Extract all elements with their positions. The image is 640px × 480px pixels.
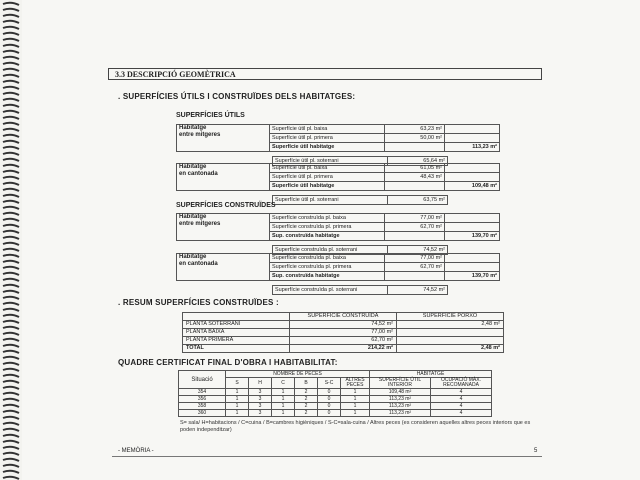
area-value: 50,00 m² xyxy=(385,134,445,143)
resum-cell: 62,70 m² xyxy=(290,337,397,345)
area-value xyxy=(385,272,445,281)
resum-cell: PLANTA PRIMERA xyxy=(183,337,290,345)
spiral-ring xyxy=(3,297,19,299)
situacio-header: Situació xyxy=(179,371,226,389)
dwelling-label xyxy=(177,214,270,241)
area-name: Sup. construïda habitatge xyxy=(270,272,385,281)
resum-header-2: SUPERFÍCIE PORXO xyxy=(397,313,504,321)
area-total xyxy=(445,223,500,232)
spiral-ring xyxy=(3,339,19,341)
spiral-binding xyxy=(0,0,22,480)
certificat-cell: 113,23 m² xyxy=(370,410,431,417)
certificat-cell: 1 xyxy=(226,403,249,410)
table-row xyxy=(179,396,492,403)
col-header: ALTRES PECES xyxy=(341,378,370,389)
col-header: H xyxy=(249,378,272,389)
dwelling-position: entre mitgeres xyxy=(179,132,221,138)
certificat-cell: 358 xyxy=(179,403,226,410)
table-row xyxy=(273,286,503,295)
certificat-cell: 354 xyxy=(179,389,226,396)
spiral-ring xyxy=(3,129,19,131)
certificat-cell: 3 xyxy=(249,410,272,417)
area-total: 139,70 m² xyxy=(445,232,500,241)
spiral-ring xyxy=(3,93,19,95)
construides-title: SUPERFÍCIES CONSTRUÏDES xyxy=(176,202,276,209)
resum-cell: PLANTA SOTERRANI xyxy=(183,321,290,329)
dwelling-position: en cantonada xyxy=(179,261,218,267)
spiral-ring xyxy=(3,243,19,245)
table-row xyxy=(179,403,492,410)
area-total xyxy=(445,173,500,182)
certificat-cell: 1 xyxy=(341,396,370,403)
table-row xyxy=(177,214,500,223)
table-row xyxy=(183,329,504,337)
spiral-ring xyxy=(3,471,19,473)
spiral-ring xyxy=(3,237,19,239)
certificat-cell: 113,23 m² xyxy=(370,396,431,403)
spiral-ring xyxy=(3,171,19,173)
area-value xyxy=(385,143,445,152)
col-header: B xyxy=(295,378,318,389)
certificat-cell: 4 xyxy=(431,403,492,410)
certificat-cell: 4 xyxy=(431,410,492,417)
certificat-cell: 360 xyxy=(179,410,226,417)
spiral-ring xyxy=(3,291,19,293)
spiral-ring xyxy=(3,231,19,233)
table-row xyxy=(179,389,492,396)
area-value: 77,00 m² xyxy=(385,254,445,263)
spiral-ring xyxy=(3,27,19,29)
certificat-cell: 3 xyxy=(249,396,272,403)
spiral-ring xyxy=(3,51,19,53)
certificat-cell: 1 xyxy=(226,410,249,417)
certificat-cell: 1 xyxy=(226,389,249,396)
spiral-ring xyxy=(3,189,19,191)
spiral-ring xyxy=(3,57,19,59)
spiral-ring xyxy=(3,447,19,449)
spiral-ring xyxy=(3,423,19,425)
spiral-ring xyxy=(3,45,19,47)
dwelling-position: en cantonada xyxy=(179,171,218,177)
utils-block-2 xyxy=(176,163,502,205)
spiral-ring xyxy=(3,33,19,35)
spiral-ring xyxy=(3,327,19,329)
construides-block-2 xyxy=(176,253,502,295)
spiral-ring xyxy=(3,357,19,359)
basement-area-value: 74,52 m² xyxy=(388,286,448,295)
certificat-cell: 109,48 m² xyxy=(370,389,431,396)
certificat-cell: 0 xyxy=(318,403,341,410)
table-row xyxy=(179,410,492,417)
spiral-ring xyxy=(3,477,19,479)
certificat-cell: 113,23 m² xyxy=(370,403,431,410)
spiral-ring xyxy=(3,279,19,281)
spiral-ring xyxy=(3,219,19,221)
legend-note: S= sala/ H=habitacions / C=cuina / B=cambres higièniques / S-C=sala-cuina / Altres peces (es consideren aquelles altres peces interiors que es poden independitzar) xyxy=(180,420,531,433)
certificat-cell: 1 xyxy=(341,410,370,417)
area-total xyxy=(445,214,500,223)
table-row xyxy=(273,196,503,205)
spiral-ring xyxy=(3,75,19,77)
habitatge-header: HABITATGE xyxy=(370,371,492,378)
area-value: 77,00 m² xyxy=(385,214,445,223)
area-total xyxy=(445,263,500,272)
spiral-ring xyxy=(3,141,19,143)
area-value xyxy=(385,182,445,191)
spiral-ring xyxy=(3,159,19,161)
total-label: TOTAL xyxy=(183,345,290,353)
spiral-ring xyxy=(3,465,19,467)
spiral-ring xyxy=(3,255,19,257)
dwelling-label xyxy=(177,164,270,191)
resum-table xyxy=(182,312,504,353)
basement-area-name: Superfície construïda pl. soterrani xyxy=(273,246,388,255)
spiral-ring xyxy=(3,135,19,137)
spiral-ring xyxy=(3,117,19,119)
certificat-cell: 1 xyxy=(272,410,295,417)
area-name: Superfície construïda pl. primera xyxy=(270,263,385,272)
table-row xyxy=(177,164,500,173)
spiral-ring xyxy=(3,3,19,5)
certificat-cell: 4 xyxy=(431,396,492,403)
certificat-cell: 1 xyxy=(272,389,295,396)
spiral-ring xyxy=(3,435,19,437)
spiral-ring xyxy=(3,315,19,317)
dwelling-type: Habitatge xyxy=(179,164,207,170)
spiral-ring xyxy=(3,9,19,11)
area-name: Superfície útil habitatge xyxy=(270,143,385,152)
spiral-ring xyxy=(3,225,19,227)
spiral-ring xyxy=(3,411,19,413)
certificat-cell: 1 xyxy=(341,389,370,396)
spiral-ring xyxy=(3,153,19,155)
col-header: SUPERFÍCIE ÚTIL INTERIOR xyxy=(370,378,431,389)
certificat-cell: 2 xyxy=(295,389,318,396)
spiral-ring xyxy=(3,81,19,83)
resum-cell xyxy=(397,329,504,337)
spiral-ring xyxy=(3,321,19,323)
spiral-ring xyxy=(3,63,19,65)
footer-label: - MEMÒRIA - xyxy=(118,448,154,454)
area-total xyxy=(445,125,500,134)
dwelling-position: entre mitgeres xyxy=(179,221,221,227)
certificat-cell: 2 xyxy=(295,410,318,417)
resum-cell: 74,52 m² xyxy=(290,321,397,329)
page-number: 5 xyxy=(534,448,538,454)
spiral-ring xyxy=(3,261,19,263)
spiral-ring xyxy=(3,267,19,269)
resum-cell: PLANTA BAIXA xyxy=(183,329,290,337)
area-value: 48,43 m² xyxy=(385,173,445,182)
certificat-cell: 3 xyxy=(249,403,272,410)
table-row xyxy=(183,321,504,329)
spiral-ring xyxy=(3,345,19,347)
spiral-ring xyxy=(3,417,19,419)
area-name: Superfície útil pl. primera xyxy=(270,173,385,182)
spiral-ring xyxy=(3,309,19,311)
peces-header: NOMBRE DE PECES xyxy=(226,371,370,378)
utils-block-1 xyxy=(176,124,502,166)
resum-header-0 xyxy=(183,313,290,321)
area-value: 63,23 m² xyxy=(385,125,445,134)
spiral-ring xyxy=(3,387,19,389)
spiral-ring xyxy=(3,459,19,461)
basement-area-name: Superfície útil pl. soterrani xyxy=(273,157,388,166)
col-header: S-C xyxy=(318,378,341,389)
area-name: Superfície construïda pl. baixa xyxy=(270,214,385,223)
spiral-ring xyxy=(3,369,19,371)
spiral-ring xyxy=(3,441,19,443)
spiral-ring xyxy=(3,39,19,41)
col-header: OCUPACIÓ MÀX. RECOMANADA xyxy=(431,378,492,389)
certificat-table xyxy=(178,370,492,417)
resum-title: . RESUM SUPERFÍCIES CONSTRUÏDES : xyxy=(118,298,279,307)
construides-block-1 xyxy=(176,213,502,255)
certificat-cell: 356 xyxy=(179,396,226,403)
basement-area-value: 74,52 m² xyxy=(388,246,448,255)
resum-cell: 77,00 m² xyxy=(290,329,397,337)
spiral-ring xyxy=(3,381,19,383)
main-heading: . SUPERFÍCIES ÚTILS I CONSTRUÏDES DELS HABITATGES: xyxy=(118,92,356,101)
dwelling-type: Habitatge xyxy=(179,214,207,220)
spiral-ring xyxy=(3,453,19,455)
basement-area-value: 65,64 m² xyxy=(388,157,448,166)
area-name: Superfície construïda pl. baixa xyxy=(270,254,385,263)
spiral-ring xyxy=(3,393,19,395)
spiral-ring xyxy=(3,363,19,365)
area-total: 139,70 m² xyxy=(445,272,500,281)
certificat-cell: 0 xyxy=(318,396,341,403)
footer-divider xyxy=(112,456,542,457)
spiral-ring xyxy=(3,399,19,401)
spiral-ring xyxy=(3,375,19,377)
certificat-cell: 0 xyxy=(318,410,341,417)
spiral-ring xyxy=(3,111,19,113)
certificat-cell: 0 xyxy=(318,389,341,396)
spiral-ring xyxy=(3,207,19,209)
spiral-ring xyxy=(3,147,19,149)
area-value: 62,70 m² xyxy=(385,223,445,232)
certificat-cell: 3 xyxy=(249,389,272,396)
table-row xyxy=(183,337,504,345)
spiral-ring xyxy=(3,123,19,125)
basement-area-name: Superfície construïda pl. soterrani xyxy=(273,286,388,295)
spiral-ring xyxy=(3,333,19,335)
area-total: 113,23 m² xyxy=(445,143,500,152)
spiral-ring xyxy=(3,183,19,185)
certificat-title: QUADRE CERTIFICAT FINAL D'OBRA I HABITABILITAT: xyxy=(118,358,338,367)
area-total xyxy=(445,164,500,173)
area-total xyxy=(445,254,500,263)
area-value xyxy=(385,232,445,241)
dwelling-label xyxy=(177,125,270,152)
utils-title: SUPERFÍCIES ÚTILS xyxy=(176,112,245,119)
spiral-ring xyxy=(3,105,19,107)
spiral-ring xyxy=(3,405,19,407)
dwelling-type: Habitatge xyxy=(179,254,207,260)
spiral-ring xyxy=(3,195,19,197)
area-name: Superfície útil pl. baixa xyxy=(270,125,385,134)
certificat-cell: 2 xyxy=(295,403,318,410)
total-row xyxy=(183,345,504,353)
spiral-ring xyxy=(3,303,19,305)
area-total: 109,48 m² xyxy=(445,182,500,191)
resum-cell xyxy=(397,337,504,345)
area-name: Superfície útil pl. baixa xyxy=(270,164,385,173)
spiral-ring xyxy=(3,351,19,353)
basement-area-value: 63,75 m² xyxy=(388,196,448,205)
spiral-ring xyxy=(3,69,19,71)
spiral-ring xyxy=(3,165,19,167)
area-name: Superfície construïda pl. primera xyxy=(270,223,385,232)
area-value: 62,70 m² xyxy=(385,263,445,272)
table-row xyxy=(177,125,500,134)
section-title: 3.3 DESCRIPCIÓ GEOMÈTRICA xyxy=(108,68,542,80)
spiral-ring xyxy=(3,273,19,275)
area-value: 61,05 m² xyxy=(385,164,445,173)
resum-header-1: SUPERFÍCIE CONSTRUÏDA xyxy=(290,313,397,321)
area-total xyxy=(445,134,500,143)
certificat-cell: 1 xyxy=(272,403,295,410)
total-construida: 214,22 m² xyxy=(290,345,397,353)
spiral-ring xyxy=(3,429,19,431)
spiral-ring xyxy=(3,213,19,215)
spiral-ring xyxy=(3,21,19,23)
certificat-cell: 2 xyxy=(295,396,318,403)
dwelling-type: Habitatge xyxy=(179,125,207,131)
spiral-ring xyxy=(3,249,19,251)
col-header: C xyxy=(272,378,295,389)
area-name: Superfície útil habitatge xyxy=(270,182,385,191)
empty-cell xyxy=(448,286,503,295)
area-name: Sup. construïda habitatge xyxy=(270,232,385,241)
spiral-ring xyxy=(3,201,19,203)
col-header: S xyxy=(226,378,249,389)
total-porxo: 2,48 m² xyxy=(397,345,504,353)
spiral-ring xyxy=(3,99,19,101)
resum-cell: 2,48 m² xyxy=(397,321,504,329)
certificat-cell: 4 xyxy=(431,389,492,396)
spiral-ring xyxy=(3,15,19,17)
basement-area-name: Superfície útil pl. soterrani xyxy=(273,196,388,205)
dwelling-label xyxy=(177,254,270,281)
certificat-cell: 1 xyxy=(341,403,370,410)
empty-cell xyxy=(448,196,503,205)
spiral-ring xyxy=(3,177,19,179)
table-row xyxy=(177,254,500,263)
area-name: Superfície útil pl. primera xyxy=(270,134,385,143)
spiral-ring xyxy=(3,87,19,89)
spiral-ring xyxy=(3,285,19,287)
certificat-cell: 1 xyxy=(272,396,295,403)
certificat-cell: 1 xyxy=(226,396,249,403)
